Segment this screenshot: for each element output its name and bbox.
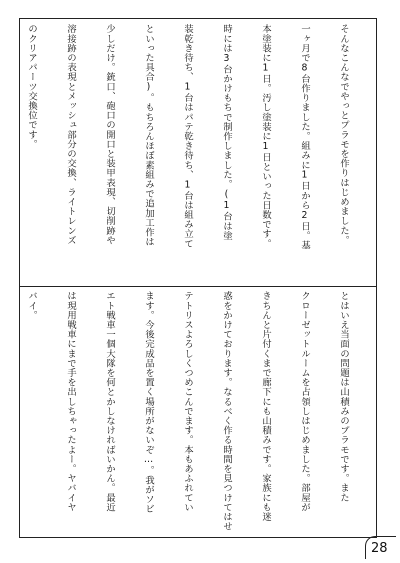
paragraph-line: クローゼットルームを占領しはじめました。部屋が bbox=[299, 291, 310, 512]
paragraph-line: バイ。 bbox=[26, 291, 37, 320]
section-divider bbox=[19, 286, 377, 287]
page-number: 28 bbox=[371, 541, 388, 556]
paragraph-line: のクリアパーツ交換位です。 bbox=[26, 24, 37, 149]
paragraph-line: エト戦車一個大隊を何とかしなければいかん。最近 bbox=[104, 291, 115, 512]
paragraph-line: そんなこんなでやっとプラモを作りはじめました。 bbox=[338, 24, 349, 245]
paragraph-line: 装乾き待ち、1台はパテ乾き待ち、1台は組み立て bbox=[182, 24, 193, 249]
paragraph-line: 一ヶ月で8台作りました。組みに1日から2日。基 bbox=[299, 24, 310, 250]
paragraph-line: 時には3台かけもちで制作しました。(1台は塗 bbox=[221, 24, 232, 241]
paragraph-line: テトリスよろしくつめこんでます。本もあふれてい bbox=[182, 291, 193, 512]
paragraph-line: 溶接跡の表現とメッシュ部分の交換、ライトレンズ bbox=[65, 24, 76, 245]
paragraph-line: 惑をかけております。なるべく作る時間を見つけてはせ bbox=[221, 291, 232, 531]
bottom-text-block bbox=[0, 291, 376, 533]
paragraph-line: 少しだけ。銃口、砲口の開口と装甲表現、切削跡や bbox=[104, 24, 115, 245]
top-text-block bbox=[0, 24, 376, 282]
paragraph-line: 本塗装に1日。汚し塗装に1日といった日数です。 bbox=[260, 24, 271, 249]
paragraph-line: といった具合)。もちろんほぼ素組みで追加工作は bbox=[143, 24, 154, 247]
paragraph-line: ます。今後完成品を置く場所がないぞ…。我がソビ bbox=[143, 291, 154, 514]
paragraph-line: は現用戦車にまで手を出しちゃったよー。ヤバイヤ bbox=[65, 291, 76, 512]
paragraph-line: とはいえ当面の問題は山積みのプラモです。また bbox=[338, 291, 349, 503]
paragraph-line: きちんと片付くまで廊下にも山積みです。家族にも迷 bbox=[260, 291, 271, 522]
